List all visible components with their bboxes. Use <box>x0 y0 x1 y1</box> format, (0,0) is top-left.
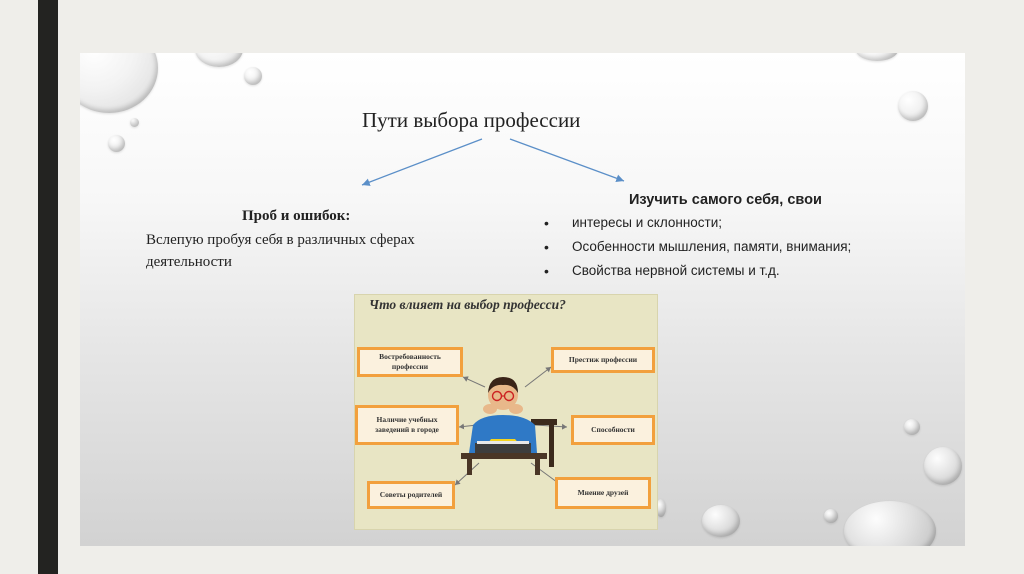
factor-box-parents: Советы родителей <box>367 481 455 509</box>
diagram-title: Что влияет на выбор професси? <box>369 297 566 312</box>
left-frame-bar <box>38 0 58 574</box>
right-branch-list <box>542 211 851 283</box>
right-branch-heading: Изучить самого себя, свои <box>629 192 822 208</box>
list-item: • интересы и склонности; <box>542 211 851 235</box>
factor-box-prestige: Престиж профессии <box>551 347 655 373</box>
slide-title: Пути выбора профессии <box>362 108 581 132</box>
influence-diagram <box>354 294 658 530</box>
factor-box-friends: Мнение друзей <box>555 477 651 509</box>
list-item: • Особенности мышления, памяти, внимания; <box>542 235 851 259</box>
arrow-right <box>510 139 624 181</box>
arrow-left <box>362 139 482 185</box>
factor-box-demand: Востребованность профессии <box>357 347 463 377</box>
student-illustration <box>451 375 561 475</box>
left-branch-text: Вслепую пробуя себя в различных сферах деятельности <box>146 232 415 270</box>
factor-box-institutions: Наличие учебных заведений в городе <box>355 405 459 445</box>
factor-box-abilities: Способности <box>571 415 655 445</box>
list-item: • Свойства нервной системы и т.д. <box>542 259 851 283</box>
left-branch-heading: Проб и ошибок: <box>242 208 351 224</box>
presentation-slide <box>80 53 965 546</box>
